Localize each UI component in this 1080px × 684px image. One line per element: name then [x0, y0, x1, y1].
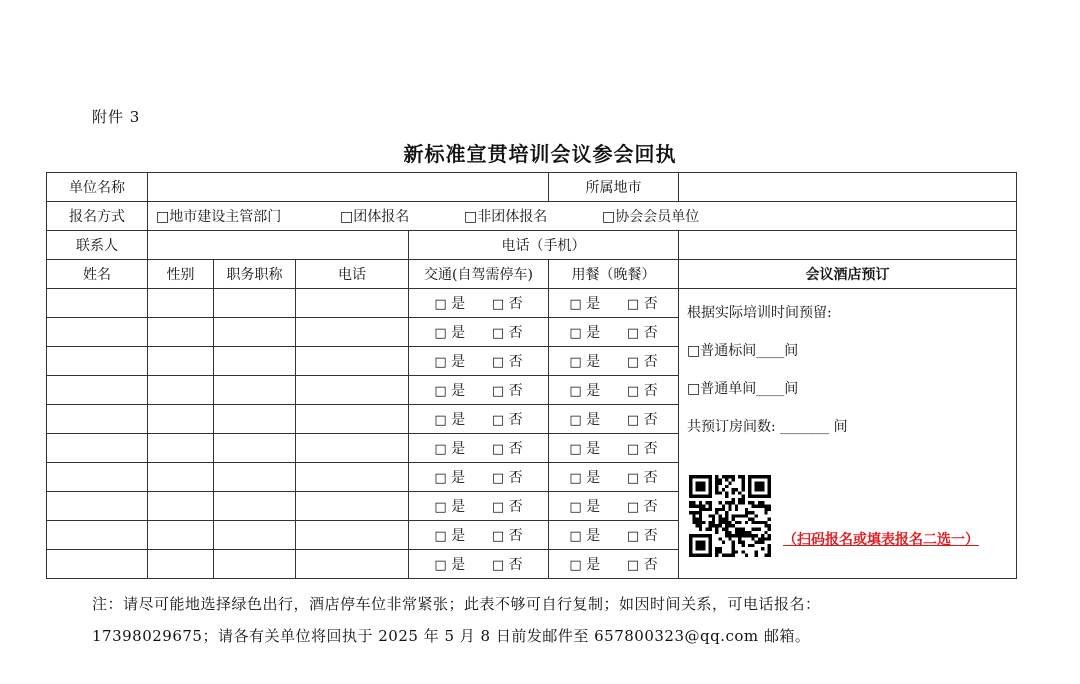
- transport-yes-checkbox[interactable]: □ 是: [434, 470, 466, 486]
- phone-cell[interactable]: [296, 347, 409, 376]
- meal-choice: [549, 318, 679, 347]
- position-cell[interactable]: [214, 463, 296, 492]
- transport-no-checkbox[interactable]: □ 否: [491, 528, 523, 544]
- contact-field[interactable]: [148, 231, 409, 260]
- header-phone: 电话: [296, 260, 409, 289]
- meal-choice: [549, 376, 679, 405]
- meal-no-checkbox[interactable]: □ 否: [626, 383, 658, 399]
- gender-cell[interactable]: [148, 376, 214, 405]
- transport-choice: [409, 405, 549, 434]
- transport-choice: [409, 492, 549, 521]
- gender-cell[interactable]: [148, 405, 214, 434]
- region-field[interactable]: [679, 173, 1017, 202]
- meal-no-checkbox[interactable]: □ 否: [626, 441, 658, 457]
- qr-code-icon: [689, 475, 771, 557]
- gender-cell[interactable]: [148, 492, 214, 521]
- transport-yes-checkbox[interactable]: □ 是: [434, 499, 466, 515]
- transport-choice: [409, 347, 549, 376]
- meal-choice: [549, 521, 679, 550]
- meal-choice: [549, 289, 679, 318]
- transport-yes-checkbox[interactable]: □ 是: [434, 557, 466, 573]
- transport-choice: [409, 434, 549, 463]
- gender-cell[interactable]: [148, 550, 214, 579]
- name-cell[interactable]: [47, 434, 148, 463]
- meal-choice: [549, 492, 679, 521]
- transport-yes-checkbox[interactable]: □ 是: [434, 383, 466, 399]
- qr-caption: （扫码报名或填表报名二选一）: [783, 532, 979, 548]
- meal-no-checkbox[interactable]: □ 否: [626, 470, 658, 486]
- position-cell[interactable]: [214, 376, 296, 405]
- transport-choice: [409, 289, 549, 318]
- transport-choice: [409, 463, 549, 492]
- header-row: [47, 260, 1017, 289]
- transport-no-checkbox[interactable]: □ 否: [491, 441, 523, 457]
- header-transport: 交通(自驾需停车): [409, 260, 549, 289]
- transport-yes-checkbox[interactable]: □ 是: [434, 296, 466, 312]
- name-cell[interactable]: [47, 521, 148, 550]
- meal-yes-checkbox[interactable]: □ 是: [569, 412, 601, 428]
- name-cell[interactable]: [47, 347, 148, 376]
- transport-yes-checkbox[interactable]: □ 是: [434, 441, 466, 457]
- registration-type-row: [47, 202, 1017, 231]
- position-cell[interactable]: [214, 434, 296, 463]
- meal-no-checkbox[interactable]: □ 否: [626, 325, 658, 341]
- hotel-reserve-note: 根据实际培训时间预留:: [687, 305, 832, 321]
- option-association-member[interactable]: □协会会员单位: [602, 209, 700, 225]
- header-name: 姓名: [47, 260, 148, 289]
- meal-yes-checkbox[interactable]: □ 是: [569, 441, 601, 457]
- name-cell[interactable]: [47, 550, 148, 579]
- gender-cell[interactable]: [148, 434, 214, 463]
- meal-no-checkbox[interactable]: □ 否: [626, 412, 658, 428]
- name-cell[interactable]: [47, 463, 148, 492]
- option-non-group[interactable]: □非团体报名: [464, 209, 548, 225]
- registration-type-label: 报名方式: [47, 202, 148, 231]
- transport-no-checkbox[interactable]: □ 否: [491, 383, 523, 399]
- header-meal: 用餐（晚餐）: [549, 260, 679, 289]
- phone-cell[interactable]: [296, 492, 409, 521]
- transport-choice: [409, 550, 549, 579]
- option-local-authority[interactable]: □地市建设主管部门: [156, 209, 282, 225]
- meal-yes-checkbox[interactable]: □ 是: [569, 470, 601, 486]
- meal-yes-checkbox[interactable]: □ 是: [569, 528, 601, 544]
- meal-no-checkbox[interactable]: □ 否: [626, 354, 658, 370]
- name-cell[interactable]: [47, 405, 148, 434]
- contact-label: 联系人: [47, 231, 148, 260]
- unit-name-field[interactable]: [148, 173, 549, 202]
- meal-yes-checkbox[interactable]: □ 是: [569, 383, 601, 399]
- transport-no-checkbox[interactable]: □ 否: [491, 470, 523, 486]
- standard-twin-room-option[interactable]: □普通标间____间: [687, 343, 799, 359]
- phone-cell[interactable]: [296, 318, 409, 347]
- total-rooms-field[interactable]: 共预订房间数: _______ 间: [687, 419, 848, 435]
- gender-cell[interactable]: [148, 521, 214, 550]
- position-cell[interactable]: [214, 405, 296, 434]
- unit-row: [47, 173, 1017, 202]
- name-cell[interactable]: [47, 376, 148, 405]
- meal-yes-checkbox[interactable]: □ 是: [569, 557, 601, 573]
- name-cell[interactable]: [47, 318, 148, 347]
- header-hotel: 会议酒店预订: [679, 260, 1017, 289]
- phone-cell[interactable]: [296, 521, 409, 550]
- meal-yes-checkbox[interactable]: □ 是: [569, 325, 601, 341]
- transport-yes-checkbox[interactable]: □ 是: [434, 325, 466, 341]
- meal-yes-checkbox[interactable]: □ 是: [569, 499, 601, 515]
- meal-no-checkbox[interactable]: □ 否: [626, 499, 658, 515]
- phone-cell[interactable]: [296, 376, 409, 405]
- phone-cell[interactable]: [296, 289, 409, 318]
- position-cell[interactable]: [214, 318, 296, 347]
- transport-no-checkbox[interactable]: □ 否: [491, 412, 523, 428]
- phone-cell[interactable]: [296, 405, 409, 434]
- position-cell[interactable]: [214, 289, 296, 318]
- transport-choice: [409, 521, 549, 550]
- position-cell[interactable]: [214, 550, 296, 579]
- hotel-booking-cell: [679, 289, 1017, 579]
- region-label: 所属地市: [549, 173, 679, 202]
- position-cell[interactable]: [214, 521, 296, 550]
- contact-row: [47, 231, 1017, 260]
- gender-cell[interactable]: [148, 289, 214, 318]
- attachment-label: 附件 3: [92, 108, 141, 126]
- gender-cell[interactable]: [148, 347, 214, 376]
- meal-choice: [549, 463, 679, 492]
- phone-mobile-field[interactable]: [679, 231, 1017, 260]
- name-cell[interactable]: [47, 289, 148, 318]
- meal-no-checkbox[interactable]: □ 否: [626, 528, 658, 544]
- meal-no-checkbox[interactable]: □ 否: [626, 557, 658, 573]
- meal-choice: [549, 550, 679, 579]
- position-cell[interactable]: [214, 347, 296, 376]
- phone-cell[interactable]: [296, 434, 409, 463]
- transport-no-checkbox[interactable]: □ 否: [491, 325, 523, 341]
- transport-no-checkbox[interactable]: □ 否: [491, 499, 523, 515]
- meal-choice: [549, 347, 679, 376]
- option-group[interactable]: □团体报名: [340, 209, 410, 225]
- unit-name-label: 单位名称: [47, 173, 148, 202]
- gender-cell[interactable]: [148, 463, 214, 492]
- note-line-1: 注：请尽可能地选择绿色出行，酒店停车位非常紧张；此表不够可自行复制；如因时间关系，可电话报名：: [92, 595, 821, 613]
- header-position: 职务职称: [214, 260, 296, 289]
- transport-no-checkbox[interactable]: □ 否: [491, 557, 523, 573]
- meal-yes-checkbox[interactable]: □ 是: [569, 296, 601, 312]
- meal-choice: [549, 405, 679, 434]
- transport-yes-checkbox[interactable]: □ 是: [434, 412, 466, 428]
- registration-type-options: [148, 202, 1017, 231]
- phone-mobile-label: 电话（手机）: [409, 231, 679, 260]
- transport-choice: [409, 318, 549, 347]
- header-gender: 性别: [148, 260, 214, 289]
- meal-choice: [549, 434, 679, 463]
- phone-cell[interactable]: [296, 550, 409, 579]
- transport-choice: [409, 376, 549, 405]
- transport-yes-checkbox[interactable]: □ 是: [434, 528, 466, 544]
- meal-yes-checkbox[interactable]: □ 是: [569, 354, 601, 370]
- registration-form-table: [46, 172, 1017, 579]
- position-cell[interactable]: [214, 492, 296, 521]
- meal-no-checkbox[interactable]: □ 否: [626, 296, 658, 312]
- transport-yes-checkbox[interactable]: □ 是: [434, 354, 466, 370]
- gender-cell[interactable]: [148, 318, 214, 347]
- transport-no-checkbox[interactable]: □ 否: [491, 354, 523, 370]
- name-cell[interactable]: [47, 492, 148, 521]
- note-line-2: 17398029675；请各有关单位将回执于 2025 年 5 月 8 日前发邮件至 657800323@qq.com 邮箱。: [92, 627, 811, 645]
- form-title: 新标准宣贯培训会议参会回执: [403, 142, 677, 166]
- transport-no-checkbox[interactable]: □ 否: [491, 296, 523, 312]
- attendee-row: [47, 289, 1017, 318]
- phone-cell[interactable]: [296, 463, 409, 492]
- standard-single-room-option[interactable]: □普通单间____间: [687, 381, 799, 397]
